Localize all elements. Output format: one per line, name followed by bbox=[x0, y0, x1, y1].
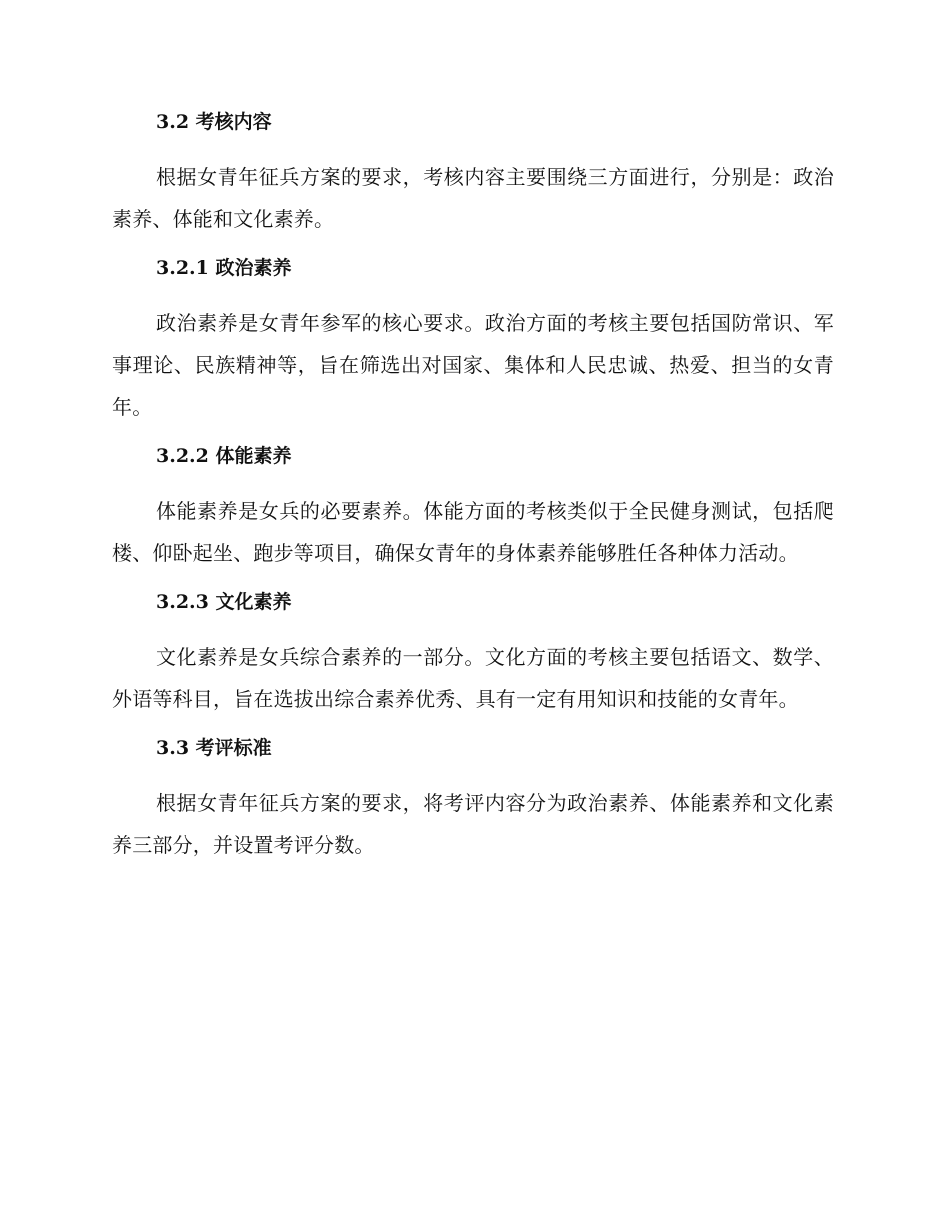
section-heading-3-2-1: 3.2.1 政治素养 bbox=[156, 257, 292, 279]
section-paragraph-3-2-3: 文化素养是女兵综合素养的一部分。文化方面的考核主要包括语文、数学、外语等科目，旨在选拔出综合素养优秀、具有一定有用知识和技能的女青年。 bbox=[112, 645, 834, 711]
section-paragraph-3-2-2: 体能素养是女兵的必要素养。体能方面的考核类似于全民健身测试，包括爬楼、仰卧起坐、跑步等项目，确保女青年的身体素养能够胜任各种体力活动。 bbox=[112, 499, 834, 565]
section-paragraph-3-2: 根据女青年征兵方案的要求，考核内容主要围绕三方面进行，分别是：政治素养、体能和文化素养。 bbox=[112, 165, 834, 231]
document-body bbox=[112, 108, 834, 880]
section-heading-3-3: 3.3 考评标准 bbox=[156, 737, 272, 759]
section-paragraph-3-3: 根据女青年征兵方案的要求，将考评内容分为政治素养、体能素养和文化素养三部分，并设置考评分数。 bbox=[112, 791, 834, 857]
section-paragraph-3-2-1: 政治素养是女青年参军的核心要求。政治方面的考核主要包括国防常识、军事理论、民族精神等，旨在筛选出对国家、集体和人民忠诚、热爱、担当的女青年。 bbox=[112, 311, 834, 419]
section-heading-3-2: 3.2 考核内容 bbox=[156, 111, 272, 133]
section-heading-3-2-3: 3.2.3 文化素养 bbox=[156, 591, 292, 613]
section-heading-3-2-2: 3.2.2 体能素养 bbox=[156, 445, 292, 467]
